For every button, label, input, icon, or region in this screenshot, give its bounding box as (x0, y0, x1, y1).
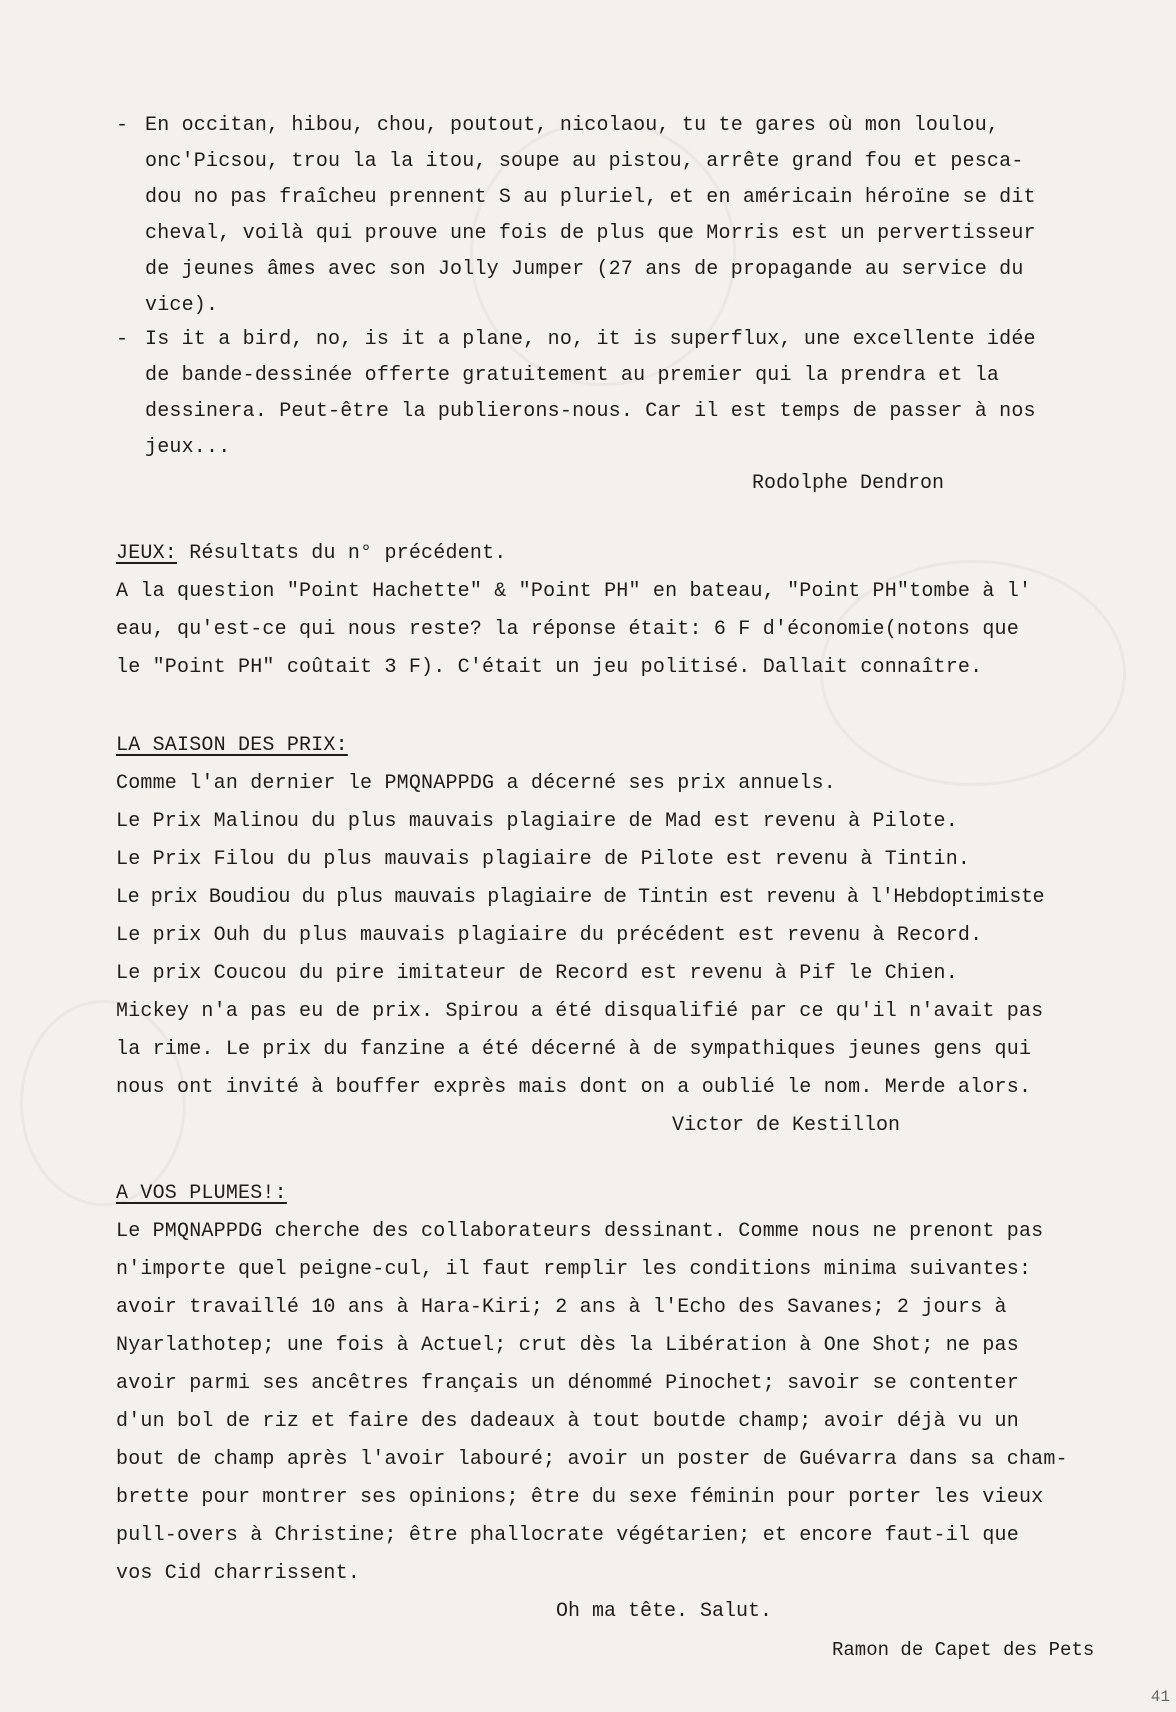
text-line: Mickey n'a pas eu de prix. Spirou a été disqualifié par ce qu'il n'avait pas (116, 1000, 1044, 1023)
text-line: le "Point PH" coûtait 3 F). C'était un jeu politisé. Dallait connaître. (116, 656, 983, 679)
text-line: eau, qu'est-ce qui nous reste? la réponse était: 6 F d'économie(notons que (116, 618, 1019, 641)
text-line: En occitan, hibou, chou, poutout, nicolaou, tu te gares où mon loulou, (145, 114, 1000, 137)
section-jeux-title (116, 540, 506, 568)
text-line: Le Prix Malinou du plus mauvais plagiaire de Mad est revenu à Pilote. (116, 810, 958, 833)
list-dash: - (116, 114, 129, 137)
text-line: cheval, voilà qui prouve une fois de plus que Morris est un pervertisseur (145, 222, 1036, 245)
text-line: bout de champ après l'avoir labouré; avoir un poster de Guévarra dans sa cham- (116, 1448, 1068, 1471)
text-line: jeux... (145, 436, 231, 459)
section-heading-rest: Résultats du n° précédent. (177, 542, 507, 565)
text-line: dou no pas fraîcheu prennent S au pluriel, et en américain héroïne se dit (145, 186, 1036, 209)
section-heading: A VOS PLUMES!: (116, 1182, 287, 1205)
signature-victor: Victor de Kestillon (672, 1114, 901, 1137)
signature-ramon: Ramon de Capet des Pets (832, 1639, 1095, 1661)
list-dash: - (116, 328, 129, 351)
text-line: de jeunes âmes avec son Jolly Jumper (27 ans de propagande au service du (145, 258, 1024, 281)
text-line: avoir travaillé 10 ans à Hara-Kiri; 2 ans à l'Echo des Savanes; 2 jours à (116, 1296, 1007, 1319)
text-line: de bande-dessinée offerte gratuitement au premier qui la prendra et la (145, 364, 1000, 387)
text-line: Le Prix Filou du plus mauvais plagiaire de Pilote est revenu à Tintin. (116, 848, 971, 871)
text-line: n'importe quel peigne-cul, il faut remplir les conditions minima suivantes: (116, 1258, 1032, 1281)
show-through-art (20, 1000, 186, 1206)
closing-line: Oh ma tête. Salut. (556, 1600, 773, 1623)
text-line: la rime. Le prix du fanzine a été décerné à de sympathiques jeunes gens qui (116, 1038, 1032, 1061)
text-line: Comme l'an dernier le PMQNAPPDG a décerné ses prix annuels. (116, 772, 836, 795)
text-line: A la question "Point Hachette" & "Point PH" en bateau, "Point PH"tombe à l' (116, 580, 1032, 603)
text-line: dessinera. Peut-être la publierons-nous. Car il est temps de passer à nos (145, 400, 1036, 423)
text-line: Le prix Coucou du pire imitateur de Record est revenu à Pif le Chien. (116, 962, 958, 985)
text-line: Nyarlathotep; une fois à Actuel; crut dès la Libération à One Shot; ne pas (116, 1334, 1019, 1357)
section-heading: LA SAISON DES PRIX: (116, 734, 348, 757)
text-line: nous ont invité à bouffer exprès mais dont on a oublié le nom. Merde alors. (116, 1076, 1032, 1099)
text-line: brette pour montrer ses opinions; être du sexe féminin pour porter les vieux (116, 1486, 1044, 1509)
text-line: pull-overs à Christine; être phallocrate végétarien; et encore faut-il que (116, 1524, 1019, 1547)
text-line: Le PMQNAPPDG cherche des collaborateurs dessinant. Comme nous ne prenont pas (116, 1220, 1044, 1243)
text-line: d'un bol de riz et faire des dadeaux à tout boutde champ; avoir déjà vu un (116, 1410, 1019, 1433)
section-heading: JEUX: (116, 542, 178, 565)
text-line: vice). (145, 294, 219, 317)
text-line: vos Cid charrissent. (116, 1562, 361, 1585)
text-line: Is it a bird, no, is it a plane, no, it is superflux, une excellente idée (145, 328, 1036, 351)
text-line: Le prix Boudiou du plus mauvais plagiaire de Tintin est revenu à l'Hebdoptimiste (116, 886, 1045, 909)
page-number: 41 (1150, 1688, 1170, 1706)
signature-rodolphe: Rodolphe Dendron (752, 472, 945, 495)
text-line: Le prix Ouh du plus mauvais plagiaire du précédent est revenu à Record. (116, 924, 983, 947)
text-line: avoir parmi ses ancêtres français un dénommé Pinochet; savoir se contenter (116, 1372, 1019, 1395)
text-line: onc'Picsou, trou la la itou, soupe au pistou, arrête grand fou et pesca- (145, 150, 1024, 173)
